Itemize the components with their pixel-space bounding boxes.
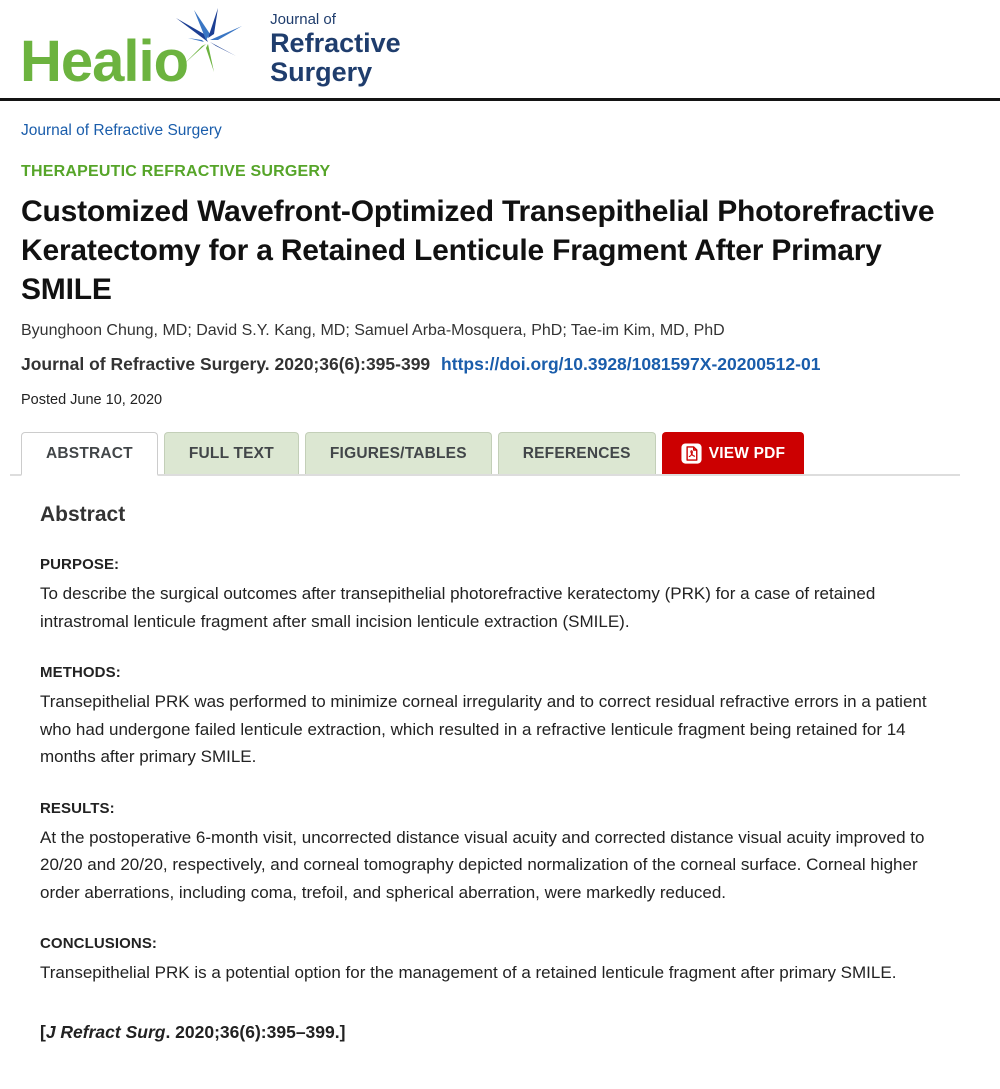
section-label-results: RESULTS: (40, 799, 115, 817)
section-text-methods: Transepithelial PRK was performed to minimize corneal irregularity and to correct residual refractive errors in a patient who had undergone failed lenticule extraction, which resulted in a refractive lenticule fragment being retained for 14 months after primary SMILE. (40, 692, 927, 767)
author-list: Byunghoon Chung, MD; David S.Y. Kang, MD; Samuel Arba-Mosquera, PhD; Tae-im Kim, MD, PhD (21, 322, 725, 339)
section-text-purpose: To describe the surgical outcomes after transepithelial photorefractive keratectomy (PRK) for a case of retained intrastromal lenticule fragment after small incision lenticule extraction (SMILE). (40, 584, 876, 631)
tab-abstract[interactable]: ABSTRACT (21, 432, 158, 476)
journal-logo-line3: Surgery (270, 56, 373, 87)
footer-citation-open: [ (40, 1021, 46, 1042)
doi-link[interactable]: https://doi.org/10.3928/1081597X-20200512-01 (441, 354, 821, 374)
citation-line (21, 354, 970, 375)
healio-wordmark: Healio (20, 28, 189, 94)
tab-bar (10, 432, 960, 476)
site-header (0, 0, 1000, 101)
category-link[interactable]: THERAPEUTIC REFRACTIVE SURGERY (21, 163, 331, 180)
view-pdf-button[interactable] (662, 432, 805, 474)
section-label-conclusions: CONCLUSIONS: (40, 935, 158, 953)
abstract-section-conclusions (40, 935, 955, 987)
posted-date: Posted June 10, 2020 (21, 392, 163, 408)
pdf-icon (681, 443, 702, 464)
section-label-methods: METHODS: (40, 664, 121, 682)
abstract-heading: Abstract (40, 503, 126, 526)
section-text-conclusions: Transepithelial PRK is a potential option for the management of a retained lenticule fragment after primary SMILE. (40, 963, 897, 983)
footer-citation-journal: J Refract Surg (45, 1021, 166, 1042)
footer-citation-rest: . 2020;36(6):395–399.] (165, 1021, 346, 1042)
section-text-results: At the postoperative 6-month visit, uncorrected distance visual acuity and corrected distance visual acuity improved to 20/20 and 20/20, respectively, and corneal tomography depicted normalization of the corneal surface. Corneal higher order aberrations, including coma, trefoil, and spherical aberration, were markedly reduced. (40, 827, 925, 902)
healio-logo[interactable] (20, 8, 242, 94)
view-pdf-label: VIEW PDF (708, 444, 786, 462)
footer-citation (40, 1022, 955, 1043)
tab-full-text[interactable]: FULL TEXT (164, 432, 299, 474)
journal-logo[interactable] (270, 12, 401, 86)
article-title: Customized Wavefront-Optimized Transepithelial Photorefractive Keratectomy for a Retained Lenticule Fragment After Primary SMILE (21, 195, 935, 306)
journal-logo-line2: Refractive (270, 28, 401, 59)
abstract-section-methods (40, 664, 955, 771)
tab-figures-tables[interactable]: FIGURES/TABLES (305, 432, 492, 474)
healio-star-icon (174, 8, 242, 77)
abstract-section-purpose (40, 556, 955, 635)
tab-references[interactable]: REFERENCES (498, 432, 656, 474)
breadcrumb-journal-link[interactable]: Journal of Refractive Surgery (21, 122, 222, 139)
citation-text: Journal of Refractive Surgery. 2020;36(6):395-399 (21, 354, 431, 374)
journal-logo-line1: Journal of (270, 11, 336, 29)
section-label-purpose: PURPOSE: (40, 556, 120, 573)
abstract-section-results (40, 800, 955, 907)
